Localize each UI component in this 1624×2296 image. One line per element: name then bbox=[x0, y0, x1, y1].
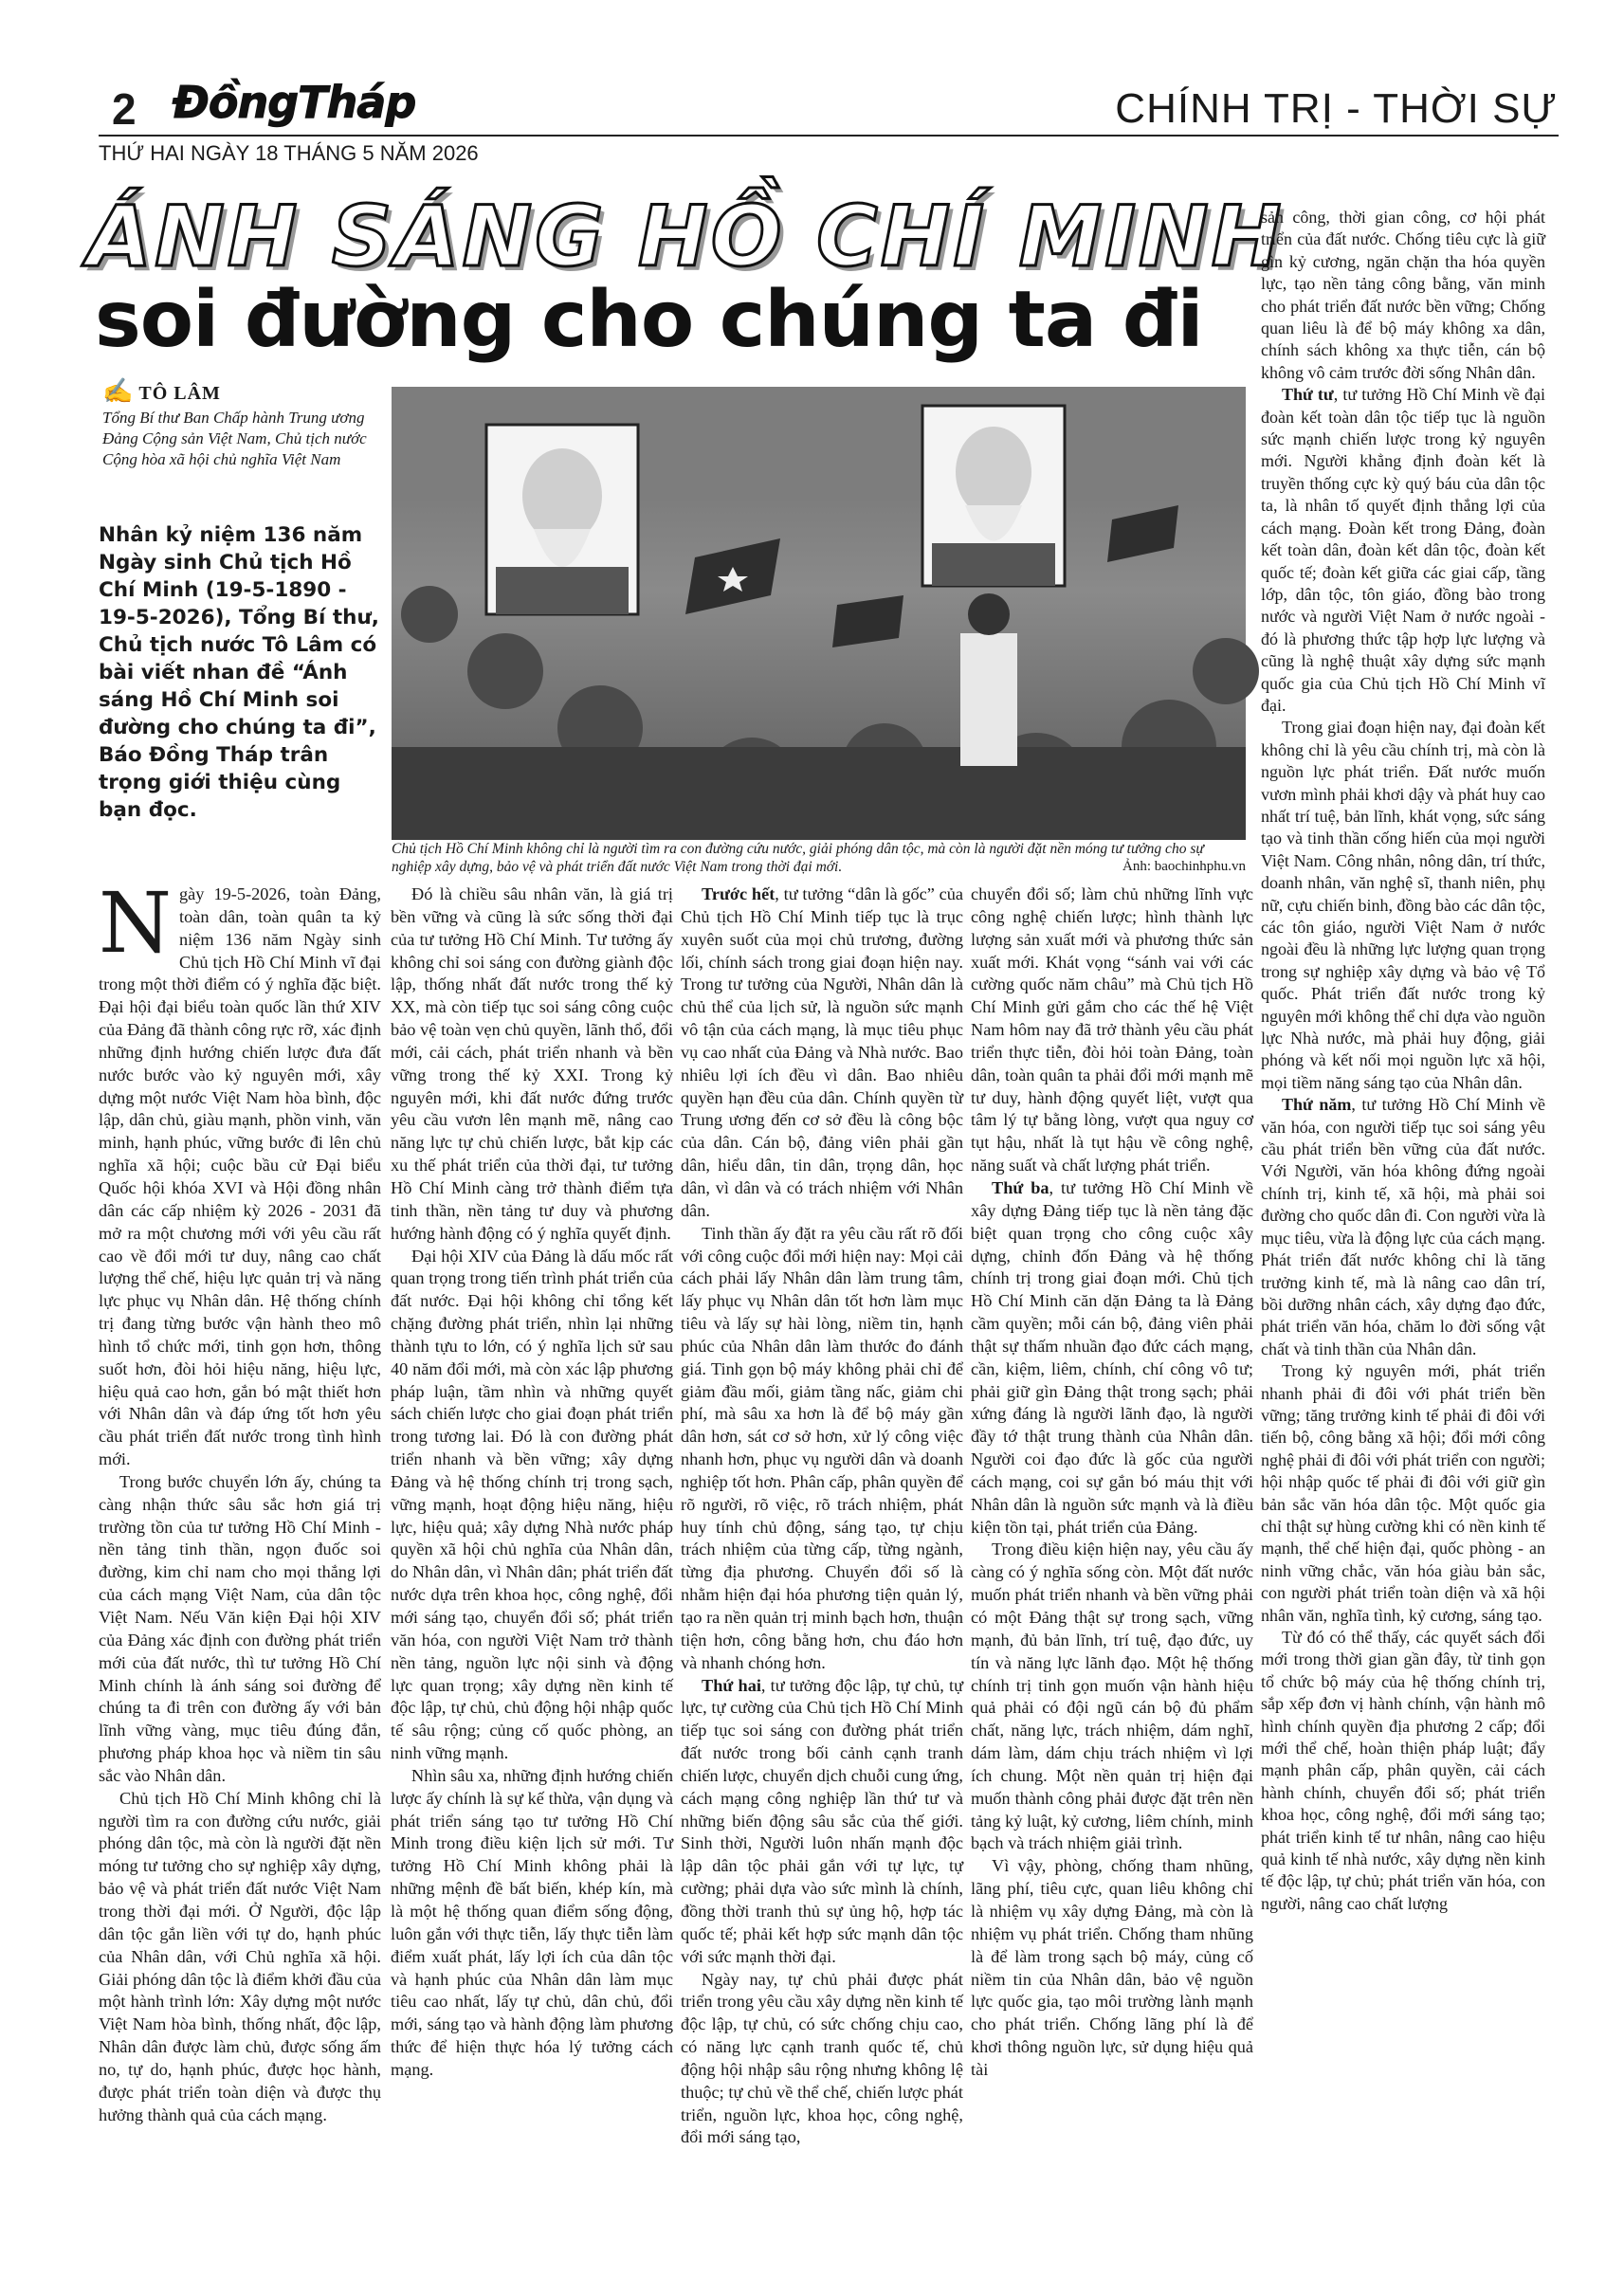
article-column-2 bbox=[391, 884, 673, 2082]
logo-mark bbox=[171, 74, 416, 131]
issue-date: THỨ HAI NGÀY 18 THÁNG 5 NĂM 2026 bbox=[99, 141, 479, 165]
col5-paragraph-3: Trong giai đoạn hiện nay, đại đoàn kết không chỉ là yêu cầu chính trị, mà còn là nguồn lực phát triển. Đất nước muốn vươn mình phải khơi dậy và phát huy cao nhất trí tuệ, bản lĩnh, khát vọng, sức sáng tạo và tinh thần cống hiến của mọi người Việt Nam. Công nhân, nông dân, trí thức, doanh nhân, văn nghệ sĩ, thanh niên, phụ nữ, cựu chiến binh, đồng bào các dân tộc, các tôn giáo, người Việt Nam ở nước ngoài đều là những lực lượng quan trọng trong sự nghiệp xây dựng và bảo vệ Tổ quốc. Phát triển đất nước trong kỷ nguyên mới không thể chỉ dựa vào nguồn lực Nhà nước, mà phải huy động, giải phóng và kết nối mọi nguồn lực xã hội, mọi tiềm năng sáng tạo của Nhân dân. bbox=[1261, 718, 1545, 1092]
col5-paragraph-4 bbox=[1261, 1094, 1545, 1360]
col3-paragraph-3-text: , tư tưởng độc lập, tự chủ, tự lực, tự cường của Chủ tịch Hồ Chí Minh tiếp tục soi sáng con đường phát triển đất nước trong bối cảnh cạnh tranh chiến lược, chuyển dịch chuỗi cung ứng, cách mạng công nghiệp lần thứ tư và những biến động sâu sắc của thế giới. Sinh thời, Người luôn nhấn mạnh độc lập dân tộc phải gắn với tự lực, tự cường; phải dựa vào sức mình là chính, đồng thời tranh thủ sự ủng hộ, hợp tác quốc tế; phải kết hợp sức mạnh dân tộc với sức mạnh thời đại. bbox=[681, 1675, 963, 1966]
col1-paragraph-3: Chủ tịch Hồ Chí Minh không chỉ là người tìm ra con đường cứu nước, giải phóng dân tộc, mà còn là người đặt nền móng tư tưởng cho sự nghiệp xây dựng, bảo vệ và phát triển đất nước Việt Nam trong thời đại mới. Ở Người, độc lập dân tộc gắn liền với tự do, hạnh phúc của Nhân dân, với Chủ nghĩa xã hội. Giải phóng dân tộc là điểm khởi đầu của một hành trình lớn: Xây dựng một nước Việt Nam hòa bình, thống nhất, độc lập, Nhân dân được làm chủ, được sống ấm no, tự do, hạnh phúc, được học hành, được phát triển toàn diện và được thụ hưởng thành quả của cách mạng. bbox=[99, 1788, 381, 2124]
photo-illustration bbox=[392, 387, 1246, 840]
col4-paragraph-4: Vì vậy, phòng, chống tham nhũng, lãng phí, tiêu cực, quan liêu không chỉ là nhiệm vụ xây dựng Đảng, mà còn là nhiệm vụ phát triển. Chống tham nhũng là để làm trong sạch bộ máy, củng cố niềm tin của Nhân dân, bảo vệ nguồn lực quốc gia, tạo môi trường lành mạnh cho phát triển. Chống lãng phí là để khơi thông nguồn lực, sử dụng hiệu quả tài bbox=[971, 1856, 1253, 2079]
col3-lead-in-2: Thứ hai bbox=[702, 1675, 761, 1695]
section-title: CHÍNH TRỊ - THỜI SỰ bbox=[1115, 85, 1558, 132]
col1-paragraph-2: Trong bước chuyển lớn ấy, chúng ta càng nhận thức sâu sắc hơn giá trị trường tồn của tư tưởng Hồ Chí Minh - nền tảng tinh thần, ngọn đuốc soi đường, kim chỉ nam cho mọi thắng lợi của cách mạng Việt Nam, của dân tộc Việt Nam. Nếu Văn kiện Đại hội XIV của Đảng xác định con đường phát triển mới của đất nước, thì tư tưởng Hồ Chí Minh chính là ánh sáng soi đường để chúng ta đi trên con đường ấy với bản lĩnh vững vàng, mục tiêu đúng đắn, phương pháp khoa học và niềm tin sâu sắc vào Nhân dân. bbox=[99, 1471, 381, 1785]
col5-paragraph-4-text: , tư tưởng Hồ Chí Minh về văn hóa, con người tiếp tục soi sáng yêu cầu phát triển bền vững của đất nước. Với Người, văn hóa không đứng ngoài chính trị, kinh tế, xã hội, mà phải soi đường cho quốc dân đi. Con người vừa là mục tiêu, vừa là động lực của cách mạng. Phát triển đất nước không chỉ là tăng trưởng kinh tế, mà là nâng cao dân trí, bồi dưỡng nhân cách, xây dựng đạo đức, phát triển văn hóa, chăm lo đời sống vật chất và tinh thần của Nhân dân. bbox=[1261, 1095, 1545, 1358]
header-rule bbox=[99, 135, 1559, 137]
pen-icon: ✍ bbox=[102, 377, 134, 405]
article-column-1 bbox=[99, 874, 381, 2126]
newspaper-logo bbox=[171, 74, 416, 142]
col2-paragraph-3: Nhìn sâu xa, những định hướng chiến lược ấy chính là sự kế thừa, vận dụng và phát triển sáng tạo tư tưởng Hồ Chí Minh trong điều kiện lịch sử mới. Tư tưởng Hồ Chí Minh không phải là những mệnh đề bất biến, khép kín, mà là một hệ thống quan điểm sống động, luôn gắn với thực tiễn, lấy thực tiễn làm điểm xuất phát, lấy lợi ích của dân tộc và hạnh phúc của Nhân dân làm mục tiêu cao nhất, lấy tự chủ, dân chủ, đổi mới, sáng tạo và hành động làm phương thức để hiện thực hóa lý tưởng cách mạng. bbox=[391, 1765, 673, 2079]
col2-paragraph-1: Đó là chiều sâu nhân văn, là giá trị bền vững và cũng là sức sống thời đại của tư tưởng Hồ Chí Minh. Tư tưởng ấy không chỉ soi sáng con đường giành độc lập, thống nhất đất nước trong thế kỷ XX, mà còn tiếp tục soi sáng công cuộc bảo vệ toàn vẹn chủ quyền, lãnh thổ, đổi mới, cải cách, phát triển nhanh và bền vững trong thế kỷ XXI. Trong kỷ nguyên mới, khi đất nước đứng trước yêu cầu vươn lên mạnh mẽ, nâng cao năng lực tự chủ chiến lược, bắt kịp các xu thế phát triển của thời đại, tư tưởng Hồ Chí Minh càng trở thành điểm tựa tinh thần, nền tảng tư duy và phương hướng hành động có ý nghĩa quyết định. bbox=[391, 884, 673, 1243]
col1-paragraph-1: gày 19-5-2026, toàn Đảng, toàn dân, toàn quân ta kỷ niệm 136 năm Ngày sinh Chủ tịch Hồ Chí Minh vĩ đại trong một thời điểm có ý nghĩa đặc biệt. Đại hội đại biểu toàn quốc lần thứ XIV của Đảng đã thành công rực rỡ, xác định những định hướng chiến lược đưa đất nước bước vào kỷ nguyên mới, xây dựng một nước Việt Nam hòa bình, độc lập, dân chủ, giàu mạnh, phồn vinh, văn minh, hạnh phúc, vững bước đi lên chủ nghĩa xã hội; cuộc bầu cử Đại biểu Quốc hội khóa XVI và Hội đồng nhân dân các cấp nhiệm kỳ 2026 - 2031 đã mở ra một chương mới với yêu cầu rất cao về đổi mới tư duy, nâng cao chất lượng thể chế, hiệu lực quản trị và năng lực phục vụ Nhân dân. Hệ thống chính trị đang từng bước vận hành theo mô hình tổ chức mới, tinh gọn hơn, thông suốt hơn, đòi hỏi hiệu năng, hiệu lực, hiệu quả cao hơn, gắn bó mật thiết hơn với Nhân dân và đáp ứng tốt hơn yêu cầu phát triển đất nước trong tình hình mới. bbox=[99, 884, 381, 1469]
page-number: 2 bbox=[112, 84, 137, 134]
col5-paragraph-2 bbox=[1261, 384, 1545, 717]
col3-paragraph-1-text: , tư tưởng “dân là gốc” của Chủ tịch Hồ Chí Minh tiếp tục là trục xuyên suốt của mọi chủ trương, đường lối, chính sách trong giai đoạn hiện nay. Trong tư tưởng của Người, Nhân dân là chủ thể của lịch sử, là nguồn sức mạnh vô tận của cách mạng, là mục tiêu phục vụ cao nhất của Đảng và Nhà nước. Bao nhiêu lợi ích đều vì dân. Bao nhiêu quyền hạn đều của dân. Chính quyền từ Trung ương đến cơ sở đều là công bộc của dân. Cán bộ, đảng viên phải gần dân, hiểu dân, tin dân, trọng dân, học dân, vì dân và có trách nhiệm với Nhân dân. bbox=[681, 884, 963, 1220]
article-column-4 bbox=[971, 884, 1253, 2082]
article-photo bbox=[392, 387, 1246, 840]
col3-paragraph-4: Ngày nay, tự chủ phải được phát triển trong yêu cầu xây dựng nền kinh tế độc lập, tự chủ, có sức chống chịu cao, có năng lực cạnh tranh quốc tế, chủ động hội nhập sâu rộng nhưng không lệ thuộc; tự chủ về thể chế, chiến lược phát triển, nguồn lực, khoa học, công nghệ, đổi mới sáng tạo, bbox=[681, 1969, 963, 2147]
col4-paragraph-2-text: , tư tưởng Hồ Chí Minh về xây dựng Đảng tiếp tục là nền tảng đặc biệt quan trọng cho công cuộc xây dựng, chỉnh đốn Đảng và hệ thống chính trị trong giai đoạn mới. Chủ tịch Hồ Chí Minh căn dặn Đảng ta là Đảng cầm quyền; mỗi cán bộ, đảng viên phải thật sự thấm nhuần đạo đức cách mạng, cần, kiệm, liêm, chính, chí công vô tư; phải giữ gìn Đảng thật trong sạch; phải xứng đáng là người lãnh đạo, là người đầy tớ thật trung thành của Nhân dân. Người coi đạo đức là gốc của người cách mạng, coi sự gắn bó máu thịt với Nhân dân là nguồn sức mạnh và là điều kiện tồn tại, phát triển của Đảng. bbox=[971, 1177, 1253, 1537]
col3-paragraph-1 bbox=[681, 884, 963, 1223]
col5-lead-in-1: Thứ tư bbox=[1282, 385, 1334, 405]
col4-paragraph-1: chuyển đổi số; làm chủ những lĩnh vực công nghệ chiến lược; hình thành lực lượng sản xuất mới và phương thức sản xuất mới. Khát vọng “sánh vai với các cường quốc năm châu” mà Chủ tịch Hồ Chí Minh gửi gắm cho các thế hệ Việt Nam hôm nay đã trở thành yêu cầu phát triển thực tiễn, đòi hỏi toàn Đảng, toàn dân, toàn quân ta phải đổi mới mạnh mẽ tư duy, hành động quyết liệt, vượt qua tâm lý tự bằng lòng, vượt qua nguy cơ tụt hậu, nhất là tụt hậu về công nghệ, năng suất và chất lượng phát triển. bbox=[971, 884, 1253, 1175]
photo-caption bbox=[392, 840, 1246, 876]
article-column-5 bbox=[1261, 207, 1545, 1915]
col5-lead-in-2: Thứ năm bbox=[1282, 1095, 1352, 1115]
photo-credit: Ảnh: baochinhphu.vn bbox=[1122, 859, 1246, 874]
col2-paragraph-2: Đại hội XIV của Đảng là dấu mốc rất quan trọng trong tiến trình phát triển của đất nước. Đại hội không chỉ tổng kết chặng đường phát triển, nhìn lại những thành tựu to lớn, có ý nghĩa lịch sử sau 40 năm đổi mới, mà còn xác lập phương pháp luận, tầm nhìn và những quyết sách chiến lược cho giai đoạn phát triển trong tương lai. Đó là con đường phát triển nhanh và bền vững; xây dựng Đảng và hệ thống chính trị trong sạch, vững mạnh, hoạt động hiệu năng, hiệu lực, hiệu quả; xây dựng Nhà nước pháp quyền xã hội chủ nghĩa của Nhân dân, do Nhân dân, vì Nhân dân; phát triển đất nước dựa trên khoa học, công nghệ, đổi mới sáng tạo, chuyển đổi số; phát triển văn hóa, con người Việt Nam trở thành nền tảng, nguồn lực nội sinh và động lực quan trọng; xây dựng nền kinh tế độc lập, tự chủ, chủ động hội nhập quốc tế sâu rộng; củng cố quốc phòng, an ninh vững mạnh. bbox=[391, 1246, 674, 1763]
col4-paragraph-3: Trong điều kiện hiện nay, yêu cầu ấy càng có ý nghĩa sống còn. Một đất nước muốn phát triển nhanh và bền vững phải có một Đảng thật sự trong sạch, vững mạnh, đủ bản lĩnh, trí tuệ, đạo đức, uy tín và năng lực lãnh đạo. Một hệ thống chính trị tinh gọn muốn vận hành hiệu quả phải có đội ngũ cán bộ đủ phẩm chất, năng lực, trách nhiệm, dám nghĩ, dám làm, dám chịu trách nhiệm vì lợi ích chung. Một nền quản trị hiện đại muốn thành công phải được đặt trên nền tảng kỷ luật, kỷ cương, liêm chính, minh bạch và trách nhiệm giải trình. bbox=[971, 1540, 1253, 1853]
col5-paragraph-1: sản công, thời gian công, cơ hội phát triển của đất nước. Chống tiêu cực là giữ gìn kỷ cương, ngăn chặn tha hóa quyền lực, tạo nền tảng công bằng, văn minh cho phát triển đất nước bền vững; Chống quan liêu là để bộ máy không xa dân, chính sách không xa thực tiễn, cán bộ không vô cảm trước đời sống Nhân dân. bbox=[1261, 208, 1545, 382]
article-column-3 bbox=[681, 884, 963, 2149]
col3-paragraph-2: Tinh thần ấy đặt ra yêu cầu rất rõ đối với công cuộc đổi mới hiện nay: Mọi cải cách phải lấy Nhân dân làm trung tâm, lấy phục vụ Nhân dân tốt hơn làm mục tiêu và lấy sự hài lòng, niềm tin, hạnh phúc của Nhân dân làm thước đo đánh giá. Tinh gọn bộ máy không phải chỉ để giảm đầu mối, giảm tầng nấc, giảm chi phí, mà sâu xa hơn là để bộ máy gần dân hơn, sát cơ sở hơn, xử lý công việc nhanh hơn, phục vụ người dân và doanh nghiệp tốt hơn. Phân cấp, phân quyền để rõ người, rõ việc, rõ trách nhiệm, phát huy tính chủ động, sáng tạo, tự chịu trách nhiệm của từng cấp, từng ngành, từng địa phương. Chuyển đổi số là nhằm hiện đại hóa phương tiện quản lý, tạo ra nền quản trị minh bạch hơn, thuận tiện hơn, công bằng hơn, chu đáo hơn và nhanh chóng hơn. bbox=[681, 1223, 963, 1672]
col5-paragraph-5: Trong kỷ nguyên mới, phát triển nhanh phải đi đôi với phát triển bền vững; tăng trưởng kinh tế phải đi đôi với tiến bộ, công bằng xã hội; đổi mới công nghệ phải đi đôi với phát triển con người; hội nhập quốc tế phải đi đôi với giữ gìn bản sắc văn hóa dân tộc. Một quốc gia chỉ thật sự hùng cường khi có nền kinh tế mạnh, thể chế hiện đại, quốc phòng - an ninh vững chắc, văn hóa giàu bản sắc, con người phát triển toàn diện và xã hội nhân văn, nghĩa tình, kỷ cương, sáng tạo. bbox=[1261, 1361, 1545, 1625]
svg-text:ĐồngTháp: ĐồngTháp bbox=[173, 77, 416, 128]
author-role: Tổng Bí thư Ban Chấp hành Trung ương Đảng Cộng sản Việt Nam, Chủ tịch nước Cộng hòa xã hội chủ nghĩa Việt Nam bbox=[102, 409, 367, 468]
col5-paragraph-2-text: , tư tưởng Hồ Chí Minh về đại đoàn kết toàn dân tộc tiếp tục là nguồn sức mạnh chiến lược trong kỷ nguyên mới. Người khẳng định đoàn kết là truyền thống cực kỳ quý báu của dân tộc ta, là nhân tố quyết định thắng lợi của cách mạng. Đoàn kết trong Đảng, đoàn kết toàn dân, đoàn kết dân tộc, đoàn kết quốc tế; đoàn kết giữa các giai cấp, tầng lớp, dân tộc, tôn giáo, đồng bào trong nước và người Việt Nam ở nước ngoài - đó là phương thức tập hợp lực lượng và cũng là nghệ thuật xây dựng sức mạnh quốc gia của Chủ tịch Hồ Chí Minh vĩ đại. bbox=[1261, 385, 1545, 715]
col3-paragraph-3 bbox=[681, 1675, 963, 1969]
photo-caption-text: Chủ tịch Hồ Chí Minh không chỉ là người tìm ra con đường cứu nước, giải phóng dân tộc, mà còn là người đặt nền móng tư tưởng cho sự nghiệp xây dựng, bảo vệ và phát triển đất nước Việt Nam trong thời đại mới. bbox=[392, 841, 1204, 875]
drop-cap: N bbox=[99, 874, 172, 972]
author-name: TÔ LÂM bbox=[138, 383, 221, 404]
lead-paragraph: Nhân kỷ niệm 136 năm Ngày sinh Chủ tịch Hồ Chí Minh (19-5-1890 - 19-5-2026), Tổng Bí thư, Chủ tịch nước Tô Lâm có bài viết nhan đề “Ánh sáng Hồ Chí Minh soi đường cho chúng ta đi”, Báo Đồng Tháp trân trọng giới thiệu cùng bạn đọc. bbox=[99, 523, 379, 822]
col3-lead-in-1: Trước hết bbox=[702, 884, 776, 903]
headline-line-1: ÁNH SÁNG HỒ CHÍ MINH bbox=[87, 188, 1285, 285]
col4-lead-in-1: Thứ ba bbox=[992, 1177, 1049, 1197]
col5-paragraph-6: Từ đó có thể thấy, các quyết sách đổi mới trong thời gian gần đây, từ tinh gọn tổ chức bộ máy của hệ thống chính trị, sắp xếp đơn vị hành chính, vận hành mô hình chính quyền địa phương 2 cấp; đổi mới thể chế, hoàn thiện pháp luật; đẩy mạnh phân cấp, phân quyền, cải cách hành chính, chuyển đổi số; phát triển khoa học, công nghệ, đổi mới sáng tạo; phát triển kinh tế tư nhân, nâng cao hiệu quả kinh tế nhà nước, xây dựng nền kinh tế độc lập, tự chủ; phát triển văn hóa, con người, nâng cao chất lượng bbox=[1261, 1628, 1545, 1913]
col4-paragraph-2 bbox=[971, 1177, 1253, 1540]
headline-line-2: soi đường cho chúng ta đi bbox=[95, 275, 1203, 365]
byline bbox=[102, 377, 387, 470]
